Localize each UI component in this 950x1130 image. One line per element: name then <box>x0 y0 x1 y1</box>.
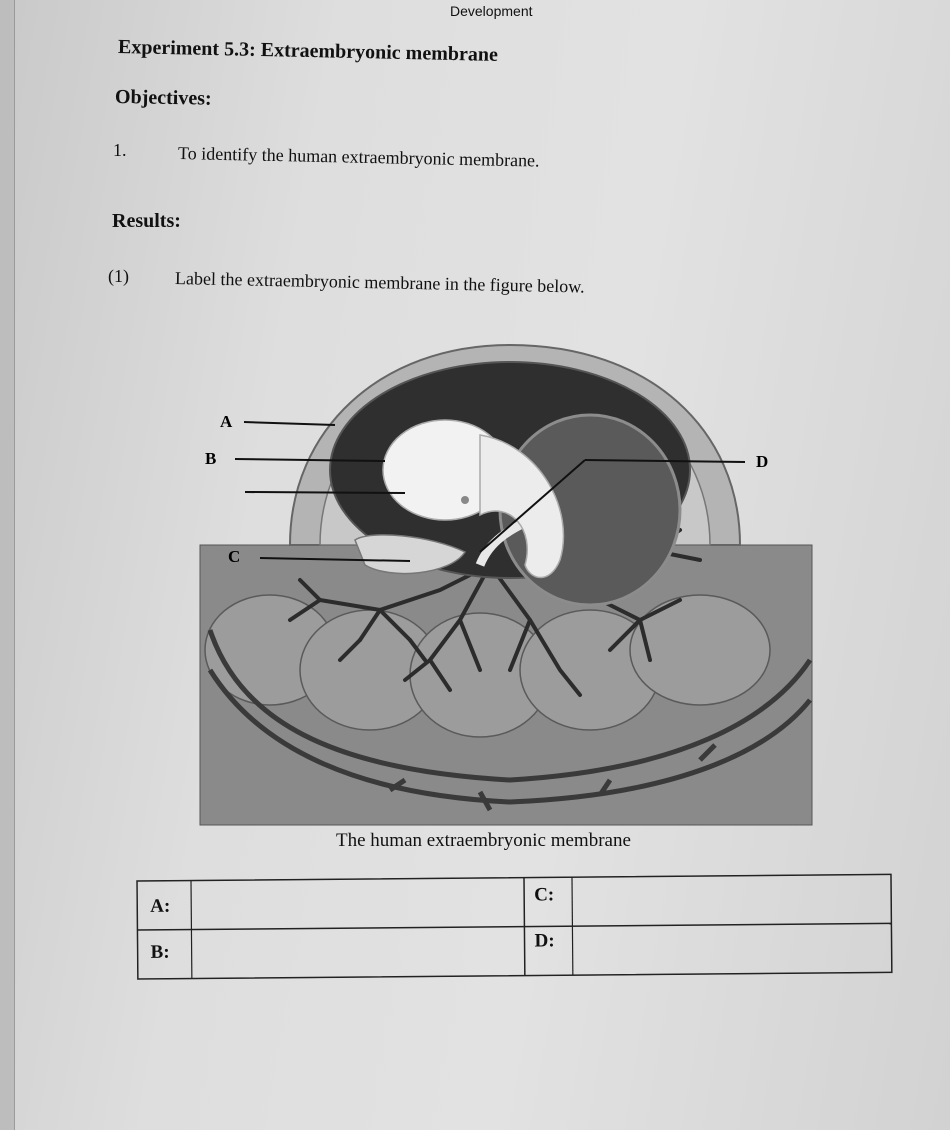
extraembryonic-membrane-figure <box>180 340 820 835</box>
answer-field-a[interactable] <box>194 881 520 928</box>
answer-field-c[interactable] <box>575 877 889 924</box>
answer-field-b[interactable] <box>194 930 520 977</box>
answer-label-b: B: <box>150 941 170 963</box>
results-heading: Results: <box>112 210 181 232</box>
embryo-illustration <box>180 340 820 830</box>
answer-table <box>136 873 893 980</box>
page-header: Development <box>450 3 533 19</box>
figure-caption: The human extraembryonic membrane <box>336 830 631 851</box>
figure-label-a: A <box>220 412 233 431</box>
figure-label-b: B <box>205 449 217 468</box>
answer-field-d[interactable] <box>575 926 889 973</box>
objective-text: To identify the human extraembryonic membrane. <box>177 143 540 171</box>
answer-label-a: A: <box>150 895 171 917</box>
answer-label-c: C: <box>534 884 555 906</box>
objective-number: 1. <box>113 140 127 160</box>
page-edge <box>0 0 15 1130</box>
answer-label-d: D: <box>534 930 555 952</box>
result-number: (1) <box>108 266 129 286</box>
figure-label-d: D <box>756 452 769 471</box>
figure-label-c: C <box>228 547 241 566</box>
objectives-heading: Objectives: <box>114 86 212 110</box>
result-text: Label the extraembryonic membrane in the figure below. <box>174 268 585 297</box>
experiment-title: Experiment 5.3: Extraembryonic membrane <box>117 36 499 66</box>
